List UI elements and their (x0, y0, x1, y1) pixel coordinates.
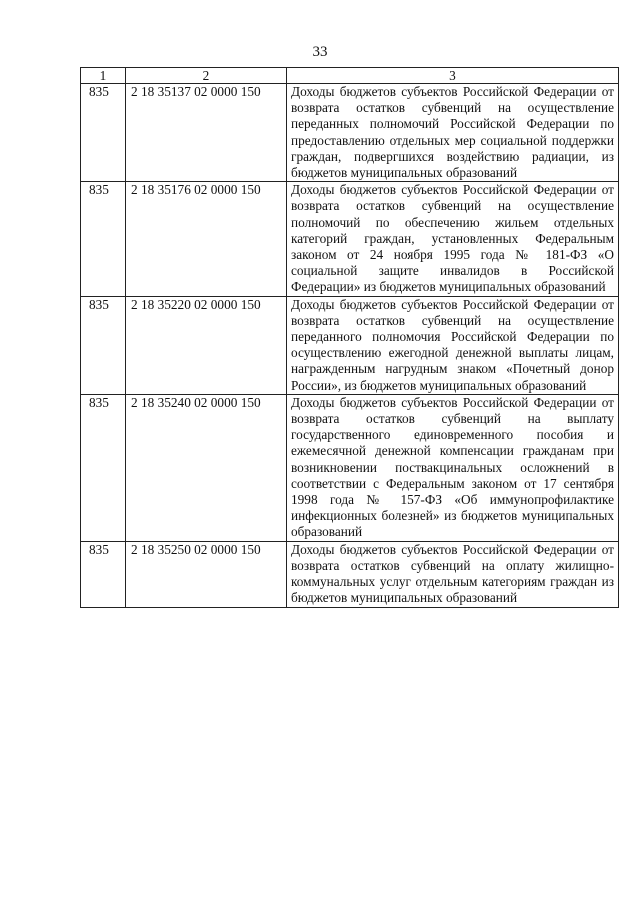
table-row (81, 182, 619, 296)
column-number-1: 1 (81, 68, 126, 84)
revenue-code-cell: 2 18 35176 02 0000 150 (126, 182, 287, 296)
admin-code-cell: 835 (81, 394, 126, 541)
description-cell: Доходы бюджетов субъектов Российской Федерации от возврата остатков субвенций на осуществление переданного полномочия Российской Федерации по осуществлению ежегодной денежной выплаты лицам, награжденным нагрудным знаком «Почетный донор России», из бюджетов муниципальных образований (287, 296, 619, 394)
column-number-row (81, 68, 619, 84)
revenue-code-cell: 2 18 35137 02 0000 150 (126, 84, 287, 182)
revenue-code-cell: 2 18 35240 02 0000 150 (126, 394, 287, 541)
description-cell: Доходы бюджетов субъектов Российской Федерации от возврата остатков субвенций на осуществление полномочий по обеспечению жильем отдельных категорий граждан, установленных Федеральным законом от 24 ноября 1995 года № 181-ФЗ «О социальной защите инвалидов в Российской Федерации» из бюджетов муниципальных образований (287, 182, 619, 296)
revenue-code-cell: 2 18 35220 02 0000 150 (126, 296, 287, 394)
admin-code-cell: 835 (81, 182, 126, 296)
description-cell: Доходы бюджетов субъектов Российской Федерации от возврата остатков субвенций на выплату государственного единовременного пособия и ежемесячной денежной компенсации гражданам при возникновении поствакцинальных осложнений в соответствии с Федеральным законом от 17 сентября 1998 года № 157-ФЗ «Об иммунопрофилактике инфекционных болезней» из бюджетов муниципальных образований (287, 394, 619, 541)
column-number-2: 2 (126, 68, 287, 84)
table-row (81, 296, 619, 394)
table-row (81, 84, 619, 182)
revenue-code-cell: 2 18 35250 02 0000 150 (126, 541, 287, 607)
admin-code-cell: 835 (81, 84, 126, 182)
table-row (81, 541, 619, 607)
column-number-3: 3 (287, 68, 619, 84)
budget-revenue-table (80, 67, 619, 608)
description-cell: Доходы бюджетов субъектов Российской Федерации от возврата остатков субвенций на осуществление переданных полномочий Российской Федерации по предоставлению отдельных мер социальной поддержки граждан, подвергшихся воздействию радиации, из бюджетов муниципальных образований (287, 84, 619, 182)
page-number: 33 (312, 44, 328, 60)
admin-code-cell: 835 (81, 296, 126, 394)
description-cell: Доходы бюджетов субъектов Российской Федерации от возврата остатков субвенций на оплату жилищно-коммунальных услуг отдельным категориям граждан из бюджетов муниципальных образований (287, 541, 619, 607)
admin-code-cell: 835 (81, 541, 126, 607)
table-row (81, 394, 619, 541)
